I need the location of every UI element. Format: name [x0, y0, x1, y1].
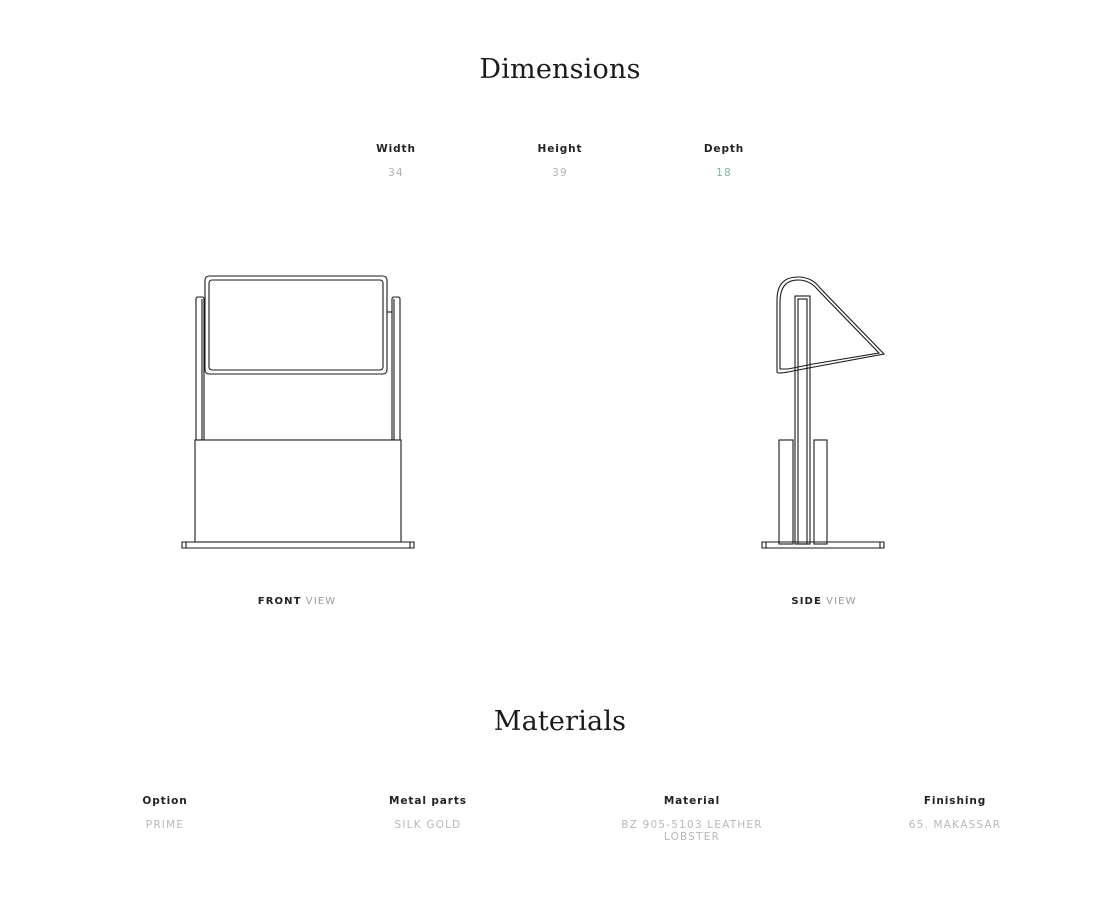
option-value: PRIME — [145, 819, 185, 831]
metal-parts-label: Metal parts — [389, 795, 467, 807]
front-view-strong: FRONT — [257, 596, 302, 607]
side-view-strong: SIDE — [791, 596, 822, 607]
dimensions-title: Dimensions — [479, 54, 641, 85]
dimension-depth — [664, 143, 784, 179]
material-value: BZ 905-5103 LEATHER LOBSTER — [621, 819, 763, 843]
material-label: Material — [663, 795, 721, 807]
width-label: Width — [376, 143, 416, 155]
width-value: 34 — [388, 167, 404, 179]
material-option — [75, 795, 255, 831]
front-view-drawing — [178, 272, 418, 554]
material-material — [602, 795, 782, 843]
depth-value: 18 — [716, 167, 732, 179]
material-metal-parts — [338, 795, 518, 831]
depth-label: Depth — [703, 143, 745, 155]
height-value: 39 — [552, 167, 568, 179]
front-view-light: VIEW — [305, 596, 337, 607]
side-view-drawing — [758, 272, 898, 554]
finishing-value: 65. MAKASSAR — [908, 819, 1002, 831]
dimension-width — [336, 143, 456, 179]
materials-title: Materials — [493, 706, 627, 737]
option-label: Option — [142, 795, 188, 807]
dimension-height — [500, 143, 620, 179]
side-view-caption — [724, 596, 924, 607]
height-label: Height — [537, 143, 583, 155]
front-view-caption — [197, 596, 397, 607]
material-finishing — [865, 795, 1045, 831]
metal-parts-value: SILK GOLD — [394, 819, 462, 831]
finishing-label: Finishing — [923, 795, 987, 807]
side-view-light: VIEW — [826, 596, 857, 607]
